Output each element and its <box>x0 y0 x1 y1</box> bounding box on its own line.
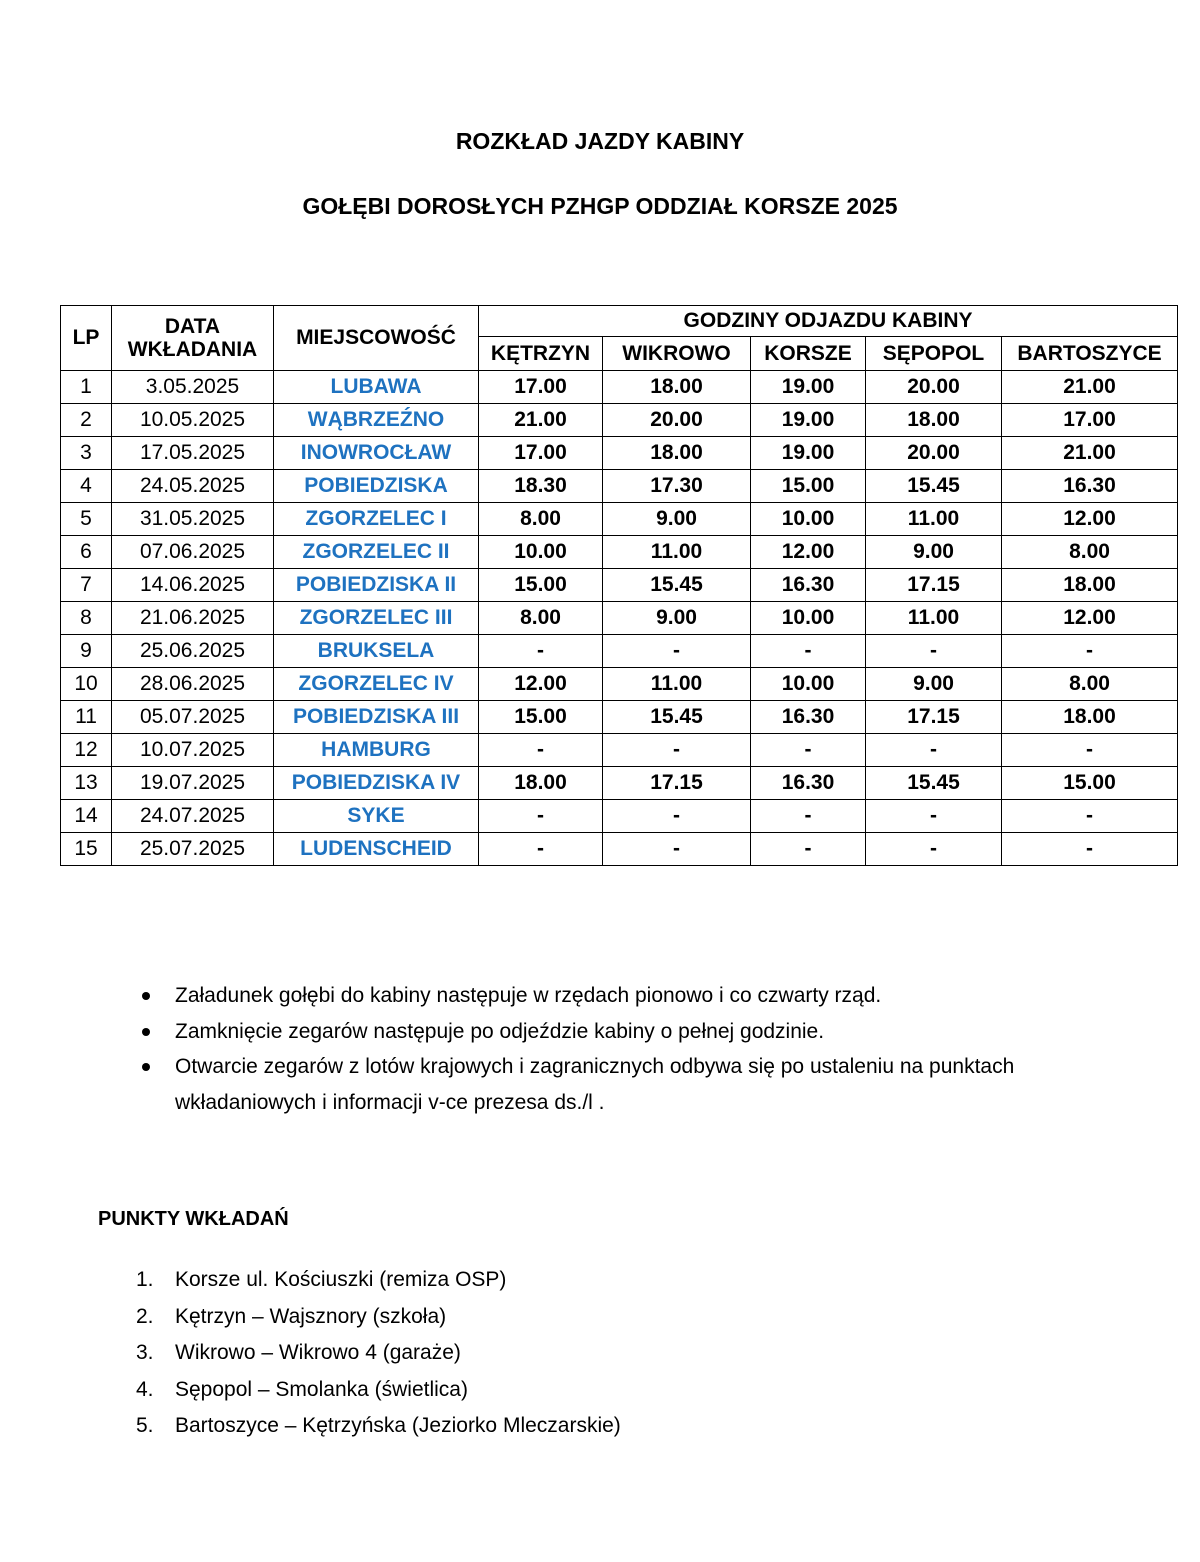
cell-time: 12.00 <box>1002 503 1178 536</box>
schedule-body <box>61 371 1178 866</box>
point-number: 2. <box>136 1304 154 1328</box>
point-number: 5. <box>136 1414 154 1437</box>
cell-time: - <box>1002 833 1178 866</box>
cell-time: 12.00 <box>751 536 866 569</box>
cell-time: 21.00 <box>479 404 603 437</box>
cell-time: 8.00 <box>479 602 603 635</box>
note-text: Zamknięcie zegarów następuje po odjeździe kabiny o pełnej godzinie. <box>175 1019 825 1043</box>
cell-date: 10.07.2025 <box>112 734 274 767</box>
cell-time: - <box>1002 800 1178 833</box>
cell-place: SYKE <box>274 800 479 833</box>
point-text: Korsze ul. Kościuszki (remiza OSP) <box>175 1268 507 1291</box>
table-row <box>61 536 1178 569</box>
header-lp: LP <box>61 306 112 371</box>
cell-time: 17.00 <box>479 371 603 404</box>
point-number: 3. <box>136 1341 154 1364</box>
cell-time: 19.00 <box>751 437 866 470</box>
point-item <box>128 1262 621 1299</box>
cell-time: 11.00 <box>866 602 1002 635</box>
cell-time: 8.00 <box>1002 536 1178 569</box>
cell-time: 12.00 <box>1002 602 1178 635</box>
note-text: Otwarcie zegarów z lotów krajowych i zagranicznych odbywa się po ustaleniu na punktach wkładaniowych i informacji v-ce prezesa ds./l . <box>175 1055 1015 1114</box>
table-row <box>61 701 1178 734</box>
cell-date: 25.06.2025 <box>112 635 274 668</box>
header-section-sepopol: SĘPOPOL <box>866 337 1002 371</box>
cell-lp: 9 <box>61 635 112 668</box>
cell-time: 17.15 <box>603 767 751 800</box>
cell-time: 15.00 <box>1002 767 1178 800</box>
point-item <box>128 1372 621 1409</box>
cell-lp: 7 <box>61 569 112 602</box>
cell-time: - <box>603 734 751 767</box>
point-item <box>128 1299 621 1336</box>
cell-date: 31.05.2025 <box>112 503 274 536</box>
table-row <box>61 767 1178 800</box>
header-section-ketrzyn: KĘTRZYN <box>479 337 603 371</box>
cell-time: 18.30 <box>479 470 603 503</box>
point-text: Wikrowo – Wikrowo 4 (garaże) <box>175 1341 461 1364</box>
cell-time: - <box>1002 635 1178 668</box>
cell-lp: 8 <box>61 602 112 635</box>
cell-time: - <box>479 833 603 866</box>
cell-time: - <box>1002 734 1178 767</box>
header-date-line2: WKŁADANIA <box>127 338 258 361</box>
cell-time: 18.00 <box>1002 701 1178 734</box>
header-departure-times: GODZINY ODJAZDU KABINY <box>479 306 1178 337</box>
cell-lp: 14 <box>61 800 112 833</box>
cell-place: POBIEDZISKA IV <box>274 767 479 800</box>
table-row <box>61 437 1178 470</box>
cell-time: 21.00 <box>1002 371 1178 404</box>
cell-time: - <box>603 800 751 833</box>
cell-date: 25.07.2025 <box>112 833 274 866</box>
cell-time: 15.00 <box>479 569 603 602</box>
cell-date: 10.05.2025 <box>112 404 274 437</box>
cell-date: 24.05.2025 <box>112 470 274 503</box>
cell-lp: 1 <box>61 371 112 404</box>
schedule-table <box>60 305 1178 866</box>
cell-lp: 12 <box>61 734 112 767</box>
table-row <box>61 404 1178 437</box>
cell-time: - <box>479 635 603 668</box>
bullet-icon <box>142 1028 150 1036</box>
cell-time: 18.00 <box>866 404 1002 437</box>
cell-date: 21.06.2025 <box>112 602 274 635</box>
table-row <box>61 668 1178 701</box>
cell-time: 20.00 <box>866 371 1002 404</box>
cell-lp: 4 <box>61 470 112 503</box>
cell-place: LUBAWA <box>274 371 479 404</box>
cell-time: 11.00 <box>603 668 751 701</box>
cell-lp: 11 <box>61 701 112 734</box>
bullet-icon <box>142 992 150 1000</box>
cell-time: 18.00 <box>603 437 751 470</box>
table-row <box>61 602 1178 635</box>
cell-time: 18.00 <box>1002 569 1178 602</box>
points-title: PUNKTY WKŁADAŃ <box>98 1208 289 1230</box>
cell-time: 10.00 <box>751 503 866 536</box>
cell-time: 8.00 <box>1002 668 1178 701</box>
table-row <box>61 635 1178 668</box>
header-date <box>112 306 274 371</box>
table-row <box>61 503 1178 536</box>
header-section-wikrowo: WIKROWO <box>603 337 751 371</box>
cell-lp: 6 <box>61 536 112 569</box>
cell-date: 28.06.2025 <box>112 668 274 701</box>
cell-place: POBIEDZISKA II <box>274 569 479 602</box>
cell-time: 18.00 <box>479 767 603 800</box>
cell-time: 11.00 <box>866 503 1002 536</box>
cell-time: 20.00 <box>866 437 1002 470</box>
header-section-korsze: KORSZE <box>751 337 866 371</box>
point-text: Kętrzyn – Wajsznory (szkoła) <box>175 1304 447 1328</box>
cell-date: 17.05.2025 <box>112 437 274 470</box>
cell-time: 16.30 <box>751 701 866 734</box>
cell-time: 18.00 <box>603 371 751 404</box>
cell-time: 9.00 <box>866 536 1002 569</box>
header-place: MIEJSCOWOŚĆ <box>274 306 479 371</box>
cell-lp: 13 <box>61 767 112 800</box>
cell-time: 17.00 <box>1002 404 1178 437</box>
cell-time: - <box>866 635 1002 668</box>
table-row <box>61 734 1178 767</box>
cell-date: 05.07.2025 <box>112 701 274 734</box>
cell-time: - <box>751 800 866 833</box>
cell-place: BRUKSELA <box>274 635 479 668</box>
header-section-bartoszyce: BARTOSZYCE <box>1002 337 1178 371</box>
cell-time: - <box>866 833 1002 866</box>
cell-time: 17.00 <box>479 437 603 470</box>
note-item <box>128 1049 1088 1120</box>
cell-lp: 3 <box>61 437 112 470</box>
point-item <box>128 1335 621 1372</box>
cell-time: - <box>479 800 603 833</box>
point-number: 1. <box>136 1268 154 1291</box>
document-title: ROZKŁAD JAZDY KABINY <box>455 128 745 154</box>
cell-time: 15.00 <box>479 701 603 734</box>
cell-time: 15.45 <box>603 569 751 602</box>
cell-place: POBIEDZISKA III <box>274 701 479 734</box>
table-row <box>61 833 1178 866</box>
point-number: 4. <box>136 1377 154 1401</box>
cell-time: - <box>866 734 1002 767</box>
cell-time: 17.30 <box>603 470 751 503</box>
cell-time: 12.00 <box>479 668 603 701</box>
cell-time: 10.00 <box>751 668 866 701</box>
notes-list <box>128 978 1088 1120</box>
cell-place: POBIEDZISKA <box>274 470 479 503</box>
cell-time: 10.00 <box>751 602 866 635</box>
cell-place: ZGORZELEC III <box>274 602 479 635</box>
cell-time: - <box>603 635 751 668</box>
cell-place: WĄBRZEŹNO <box>274 404 479 437</box>
cell-time: 9.00 <box>866 668 1002 701</box>
cell-time: 15.45 <box>866 470 1002 503</box>
table-row <box>61 569 1178 602</box>
cell-time: 10.00 <box>479 536 603 569</box>
table-row <box>61 800 1178 833</box>
cell-place: LUDENSCHEID <box>274 833 479 866</box>
point-text: Bartoszyce – Kętrzyńska (Jeziorko Mleczarskie) <box>175 1414 621 1437</box>
document-subtitle: GOŁĘBI DOROSŁYCH PZHGP ODDZIAŁ KORSZE 2025 <box>302 193 898 219</box>
cell-time: - <box>751 635 866 668</box>
cell-time: - <box>751 734 866 767</box>
cell-date: 07.06.2025 <box>112 536 274 569</box>
points-list <box>128 1262 621 1445</box>
cell-time: - <box>479 734 603 767</box>
cell-time: - <box>603 833 751 866</box>
cell-time: 16.30 <box>751 569 866 602</box>
cell-time: 9.00 <box>603 602 751 635</box>
note-text: Załadunek gołębi do kabiny następuje w rzędach pionowo i co czwarty rząd. <box>175 984 882 1007</box>
cell-date: 14.06.2025 <box>112 569 274 602</box>
cell-time: 11.00 <box>603 536 751 569</box>
cell-place: ZGORZELEC I <box>274 503 479 536</box>
cell-lp: 5 <box>61 503 112 536</box>
cell-date: 3.05.2025 <box>112 371 274 404</box>
cell-time: - <box>751 833 866 866</box>
cell-lp: 2 <box>61 404 112 437</box>
cell-time: 21.00 <box>1002 437 1178 470</box>
cell-time: - <box>866 800 1002 833</box>
cell-place: ZGORZELEC II <box>274 536 479 569</box>
cell-lp: 10 <box>61 668 112 701</box>
table-row <box>61 470 1178 503</box>
cell-time: 8.00 <box>479 503 603 536</box>
cell-time: 15.00 <box>751 470 866 503</box>
cell-time: 15.45 <box>603 701 751 734</box>
cell-time: 19.00 <box>751 404 866 437</box>
header-date-line1: DATA <box>164 314 221 338</box>
point-item <box>128 1408 621 1445</box>
cell-time: 9.00 <box>603 503 751 536</box>
note-item <box>128 978 1088 1014</box>
cell-place: HAMBURG <box>274 734 479 767</box>
bullet-icon <box>142 1063 150 1071</box>
note-item <box>128 1014 1088 1050</box>
cell-time: 16.30 <box>751 767 866 800</box>
cell-time: 19.00 <box>751 371 866 404</box>
cell-place: ZGORZELEC IV <box>274 668 479 701</box>
cell-lp: 15 <box>61 833 112 866</box>
cell-place: INOWROCŁAW <box>274 437 479 470</box>
cell-date: 24.07.2025 <box>112 800 274 833</box>
cell-time: 17.15 <box>866 701 1002 734</box>
point-text: Sępopol – Smolanka (świetlica) <box>175 1377 468 1401</box>
table-row <box>61 371 1178 404</box>
cell-time: 17.15 <box>866 569 1002 602</box>
cell-time: 16.30 <box>1002 470 1178 503</box>
cell-time: 15.45 <box>866 767 1002 800</box>
cell-date: 19.07.2025 <box>112 767 274 800</box>
cell-time: 20.00 <box>603 404 751 437</box>
